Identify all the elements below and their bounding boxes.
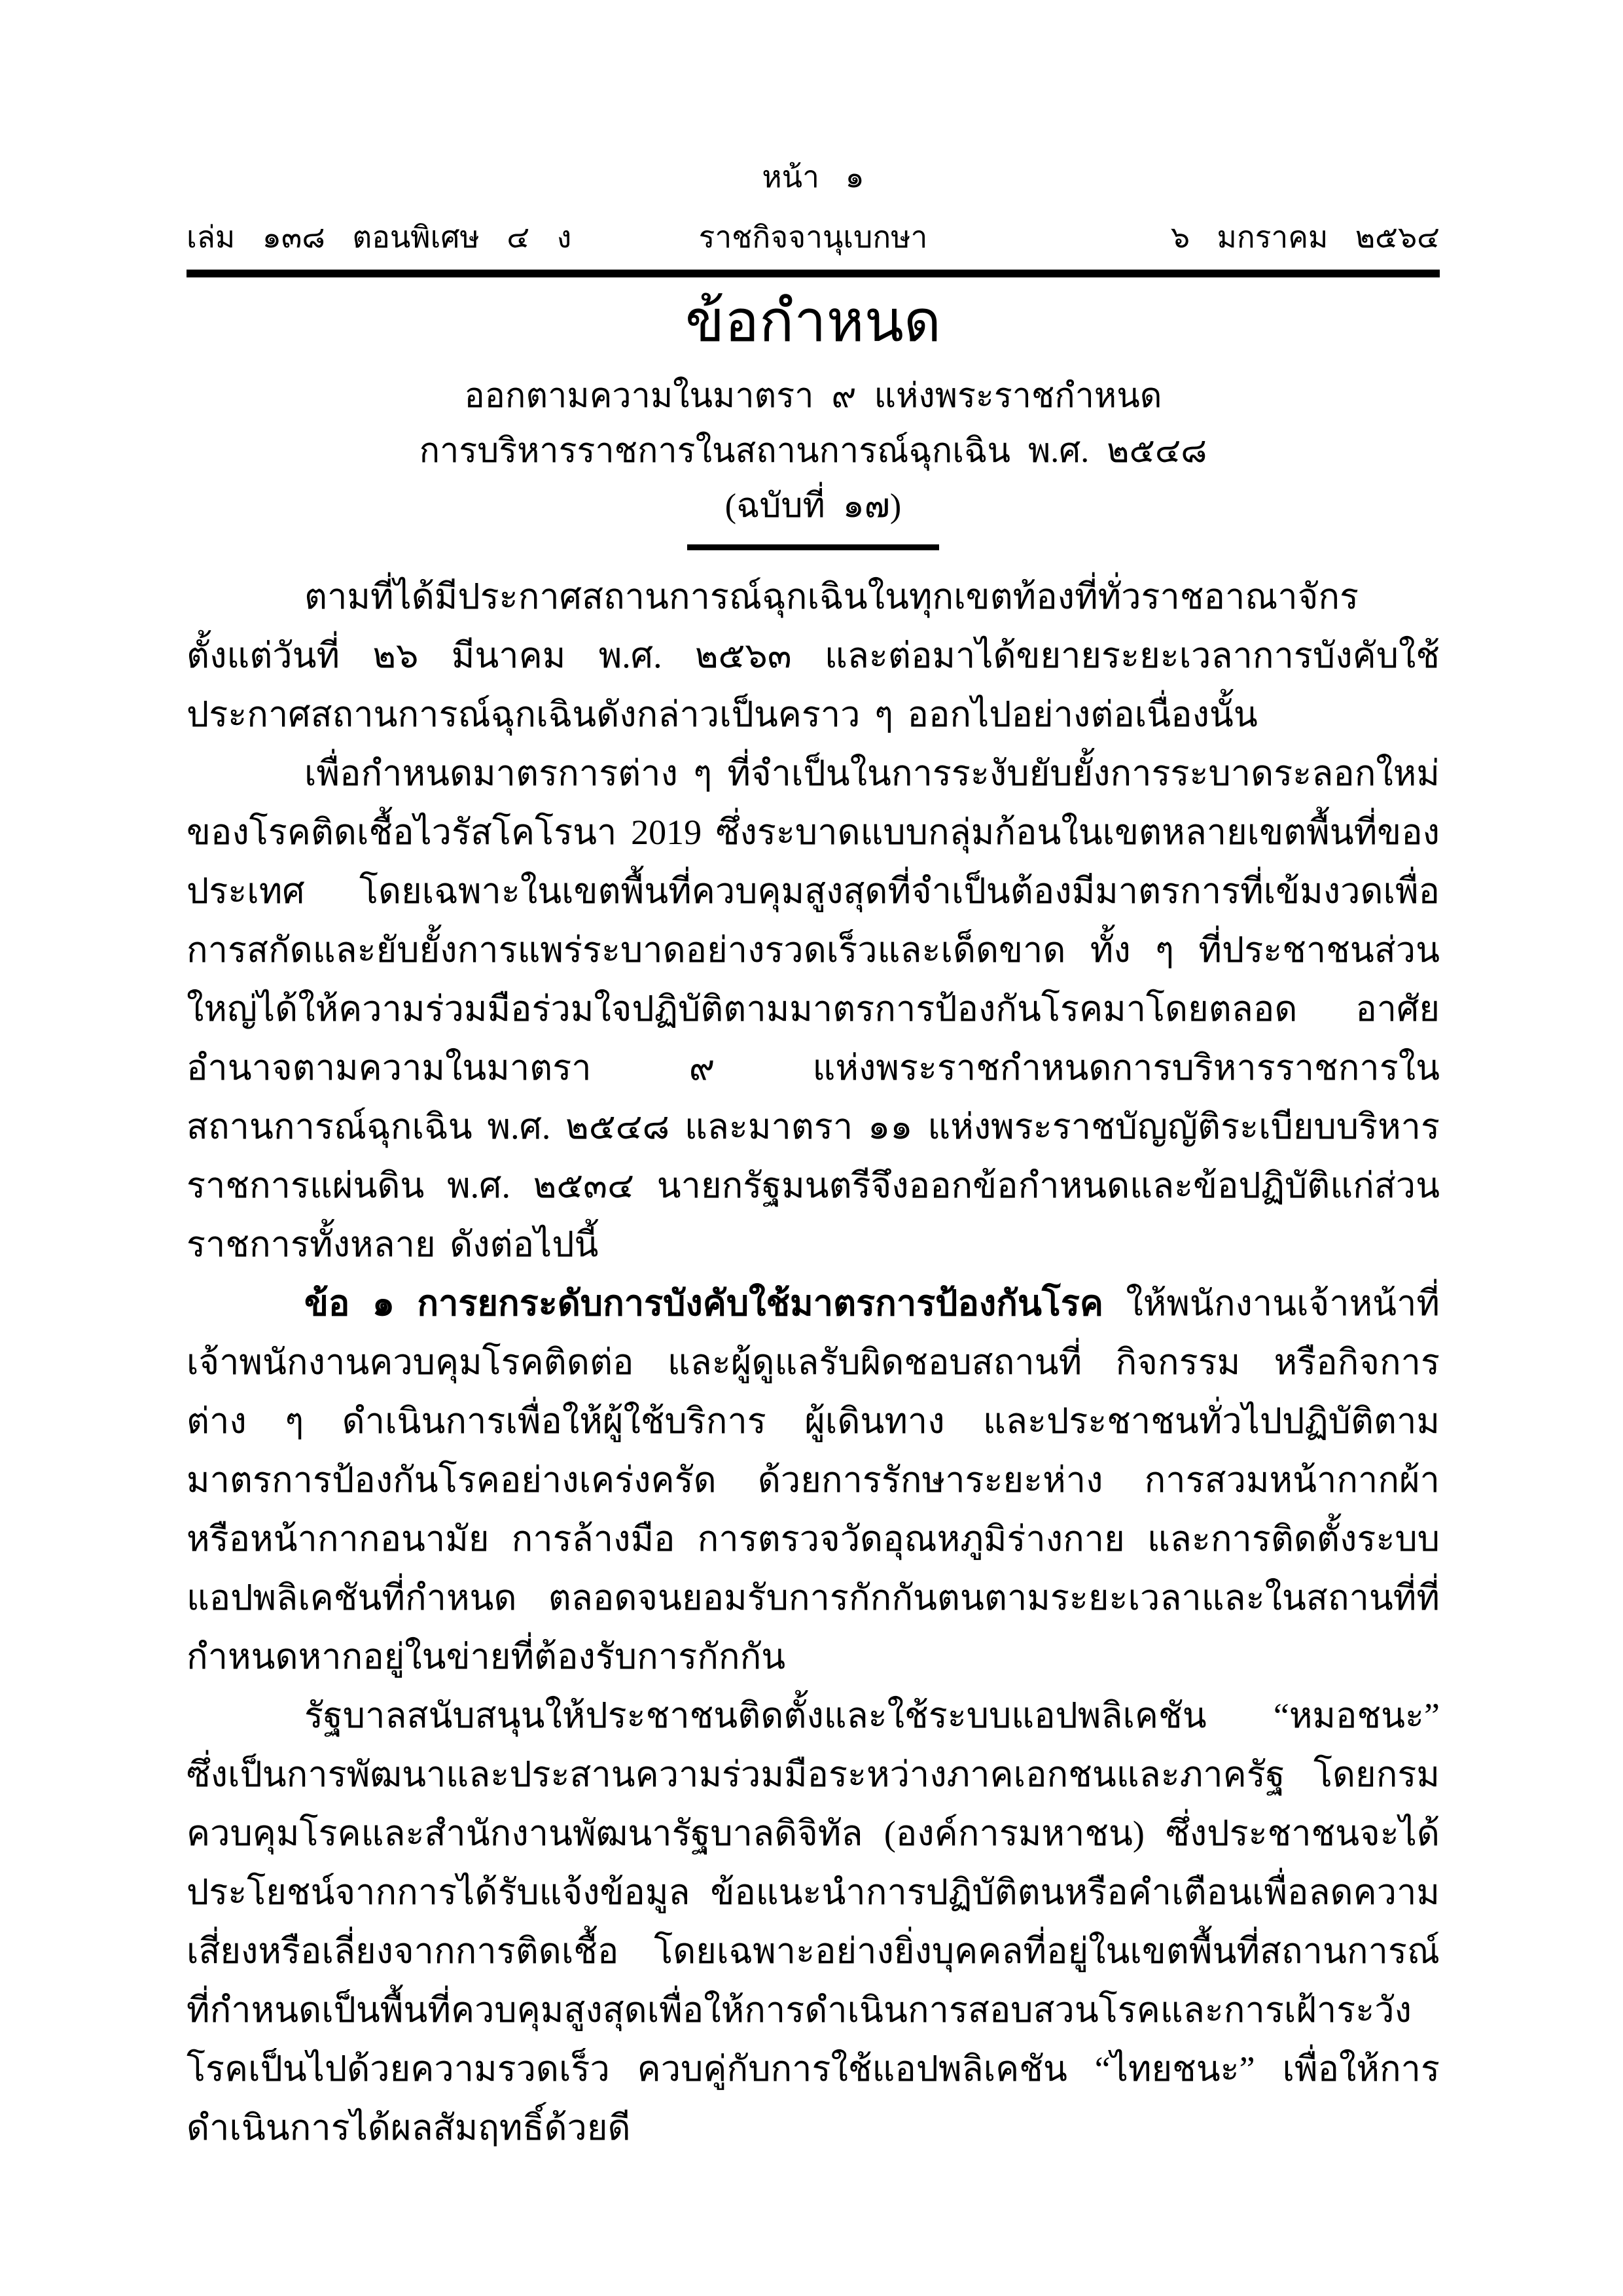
paragraph-text: เพื่อกำหนดมาตรการต่าง ๆ ที่จำเป็นในการระงับยับยั้งการระบาดระลอกใหม่ของโรคติดเชื้อไวรัสโคโรนา 2019 ซึ่งระบาดแบบกลุ่มก้อนในเขตหลายเขตพื้นที่ของประเทศ โดยเฉพาะในเขตพื้นที่ควบคุมสูงสุดที่จำเป็นต้องมีมาตรการที่เข้มงวดเพื่อการสกัดและยับยั้งการแพร่ระบาดอย่างรวดเร็วและเด็ดขาด ทั้ง ๆ ที่ประชาชนส่วนใหญ่ได้ให้ความร่วมมือร่วมใจปฏิบัติตามมาตรการป้องกันโรคมาโดยตลอด อาศัยอำนาจตามความในมาตรา ๙ แห่งพระราชกำหนดการบริหารราชการในสถานการณ์ฉุกเฉิน พ.ศ. ๒๕๔๘ และมาตรา ๑๑ แห่งพระราชบัญญัติระเบียบบริหารราชการแผ่นดิน พ.ศ. ๒๕๓๔ นายกรัฐมนตรีจึงออกข้อกำหนดและข้อปฏิบัติแก่ส่วนราชการทั้งหลาย ดังต่อไปนี้ xyxy=(187,754,1440,1264)
document-body xyxy=(187,567,1440,2157)
document-subtitle-line2: การบริหารราชการในสถานการณ์ฉุกเฉิน พ.ศ. ๒๕๔๘ xyxy=(419,433,1207,470)
body-paragraph xyxy=(187,744,1440,1274)
page-number-label: หน้า ๑ xyxy=(762,160,865,194)
body-paragraph xyxy=(187,1686,1440,2157)
paragraph-text: รัฐบาลสนับสนุนให้ประชาชนติดตั้งและใช้ระบบแอปพลิเคชัน “หมอชนะ” ซึ่งเป็นการพัฒนาและประสานความร่วมมือระหว่างภาคเอกชนและภาครัฐ โดยกรมควบคุมโรคและสำนักงานพัฒนารัฐบาลดิจิทัล (องค์การมหาชน) ซึ่งประชาชนจะได้ประโยชน์จากการได้รับแจ้งข้อมูล ข้อแนะนำการปฏิบัติตนหรือคำเตือนเพื่อลดความเสี่ยงหรือเลี่ยงจากการติดเชื้อ โดยเฉพาะอย่างยิ่งบุคคลที่อยู่ในเขตพื้นที่สถานการณ์ที่กำหนดเป็นพื้นที่ควบคุมสูงสุดเพื่อให้การดำเนินการสอบสวนโรคและการเฝ้าระวังโรคเป็นไปด้วยความรวดเร็ว ควบคู่กับการใช้แอปพลิเคชัน “ไทยชนะ” เพื่อให้การดำเนินการได้ผลสัมฤทธิ์ด้วยดี xyxy=(187,1696,1440,2147)
volume-info: เล่ม ๑๓๘ ตอนพิเศษ ๔ ง xyxy=(187,221,572,254)
header-divider-rule xyxy=(187,270,1440,277)
body-paragraph xyxy=(187,1274,1440,1686)
paragraph-lead-bold: ข้อ ๑ การยกระดับการบังคับใช้มาตรการป้องกันโรค xyxy=(304,1284,1103,1323)
document-subtitle-line3: (ฉบับที่ ๑๗) xyxy=(724,487,902,525)
gazette-header-row xyxy=(187,219,1440,256)
body-paragraph xyxy=(187,567,1440,744)
document-subtitle-line1: ออกตามความในมาตรา ๙ แห่งพระราชกำหนด xyxy=(464,378,1162,415)
publication-date: ๖ มกราคม ๒๕๖๔ xyxy=(1170,221,1440,254)
title-divider-rule xyxy=(687,544,939,550)
document-title: ข้อกำหนด xyxy=(685,291,941,354)
gazette-name: ราชกิจจานุเบกษา xyxy=(698,221,928,254)
paragraph-text: ตามที่ได้มีประกาศสถานการณ์ฉุกเฉินในทุกเขตท้องที่ทั่วราชอาณาจักรตั้งแต่วันที่ ๒๖ มีนาคม พ.ศ. ๒๕๖๓ และต่อมาได้ขยายระยะเวลาการบังคับใช้ประกาศสถานการณ์ฉุกเฉินดังกล่าวเป็นคราว ๆ ออกไปอย่างต่อเนื่องนั้น xyxy=(187,577,1440,734)
paragraph-text: ให้พนักงานเจ้าหน้าที่ เจ้าพนักงานควบคุมโรคติดต่อ และผู้ดูแลรับผิดชอบสถานที่ กิจกรรม หรือกิจการต่าง ๆ ดำเนินการเพื่อให้ผู้ใช้บริการ ผู้เดินทาง และประชาชนทั่วไปปฏิบัติตามมาตรการป้องกันโรคอย่างเคร่งครัด ด้วยการรักษาระยะห่าง การสวมหน้ากากผ้าหรือหน้ากากอนามัย การล้างมือ การตรวจวัดอุณหภูมิร่างกาย และการติดตั้งระบบแอปพลิเคชันที่กำหนด ตลอดจนยอมรับการกักกันตนตามระยะเวลาและในสถานที่ที่กำหนดหากอยู่ในข่ายที่ต้องรับการกักกัน xyxy=(187,1284,1440,1676)
